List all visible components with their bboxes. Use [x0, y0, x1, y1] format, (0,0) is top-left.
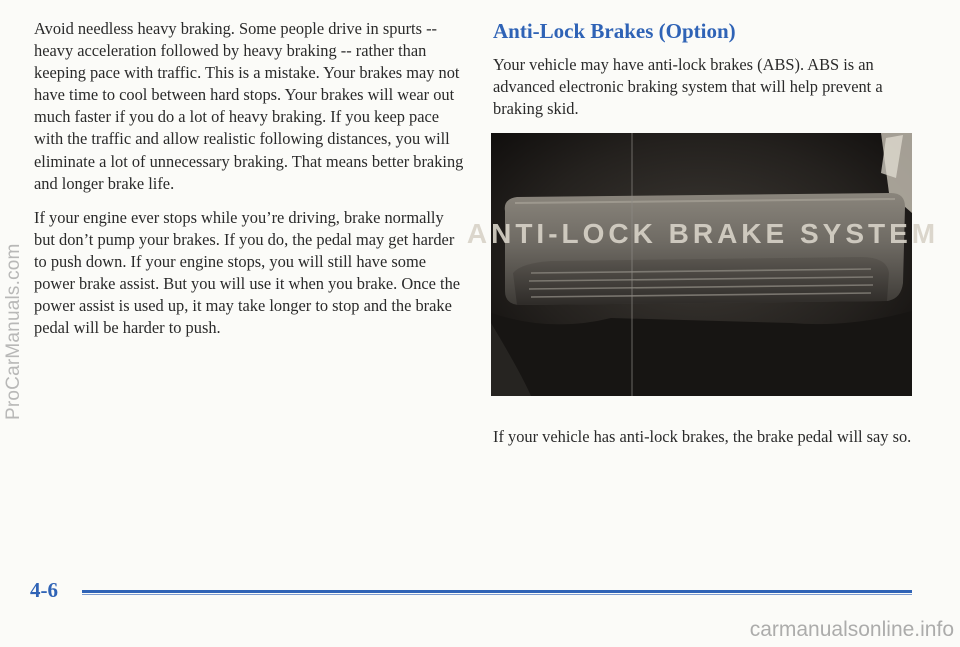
heavy-braking-paragraph: Avoid needless heavy braking. Some people drive in spurts -- heavy acceleration followed by heavy braking -- rather than keeping pace with traffic. This is a mistake. Your brakes may not have time to cool between hard stops. Your brakes will wear out much faster if you do a lot of heavy braking. If you keep pace with the traffic and allow realistic following distances, you will eliminate a lot of unnecessary braking. That means better braking and longer brake life.	[34, 19, 464, 193]
engine-stops-paragraph: If your engine ever stops while you’re driving, brake normally but don’t pump your brakes. If you do, the pedal may get harder to push down. If your engine stops, you will still have some power brake assist. But you will use it when you brake. Once the power assist is used up, it may take longer to stop and the brake pedal will be harder to push.	[34, 207, 461, 338]
bottom-watermark: carmanualsonline.info	[749, 618, 954, 641]
left-column	[34, 18, 464, 351]
section-heading: Anti-Lock Brakes (Option)	[493, 19, 736, 43]
side-watermark: ProCarManuals.com	[3, 243, 24, 420]
photo-pedal-label: ANTI-LOCK BRAKE SYSTEM	[466, 218, 940, 249]
page-number: 4-6	[30, 578, 58, 602]
abs-intro-paragraph: Your vehicle may have anti-lock brakes (ABS). ABS is an advanced electronic braking system that will help prevent a braking skid.	[493, 55, 883, 119]
footer-rule-thin	[82, 594, 912, 595]
photo-caption: If your vehicle has anti-lock brakes, the brake pedal will say so.	[493, 427, 912, 446]
right-column	[493, 18, 923, 132]
brake-pedal-photo	[466, 133, 940, 396]
footer-rule	[82, 590, 912, 593]
